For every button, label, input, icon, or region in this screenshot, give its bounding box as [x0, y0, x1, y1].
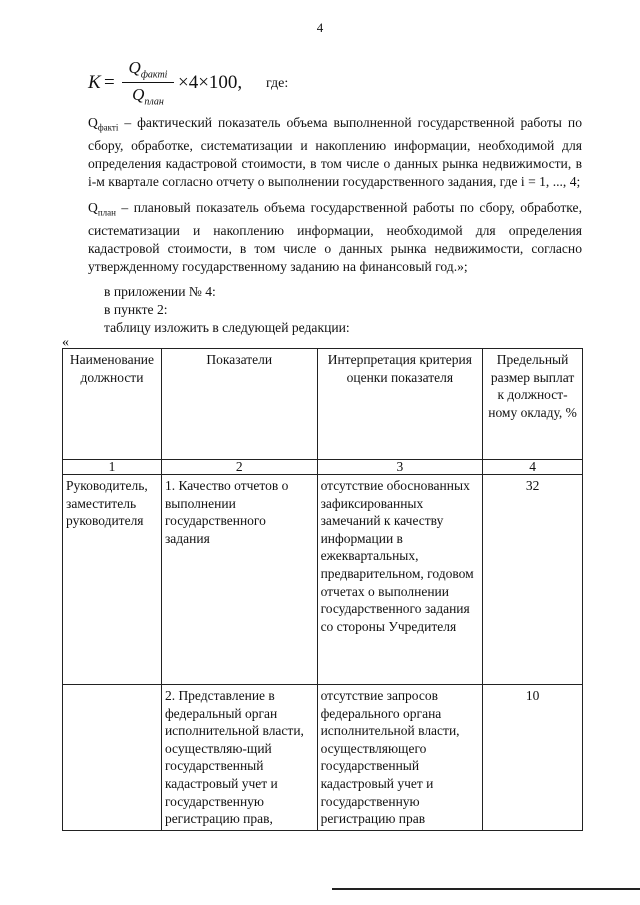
cell-criterion: отсутствие запросов федерального органа исполнительной власти, осуществляющего государственный кадастровый учет и государственную регистрацию прав [317, 685, 483, 831]
opening-quote: « [62, 335, 69, 350]
cell-limit: 32 [483, 475, 583, 685]
column-number: 1 [63, 460, 162, 475]
column-number: 4 [483, 460, 583, 475]
formula [88, 58, 348, 110]
payments-table [62, 348, 583, 831]
column-number: 3 [317, 460, 483, 475]
table-row [63, 475, 583, 685]
table-row [63, 685, 583, 831]
line-appendix: в приложении № 4: [104, 284, 216, 299]
line-item: в пункте 2: [104, 302, 168, 317]
line-table-intro: таблицу изложить в следующей редакции: [104, 320, 350, 335]
header-position: Наименование должности [63, 349, 162, 460]
page-number: 4 [316, 20, 324, 35]
formula-multiplier: ×4×100, [178, 72, 243, 93]
cell-limit: 10 [483, 685, 583, 831]
cell-position [63, 685, 162, 831]
header-limit: Предельный размер выплат к должност-ному окладу, % [483, 349, 583, 460]
table-column-numbers [63, 460, 583, 475]
header-indicators: Показатели [161, 349, 317, 460]
paragraph-q-plan: $Q_{план}$ – плановый показатель объема государственной работы по сбору, обработке, систематизации и накоплению информации, необходимой для определения кадастровой стоимости, в том числе о данных рынка недвижимости, согласно утвержденному государственному заданию на финансовый год.»; [88, 200, 582, 275]
formula-denominator: $Q_{план}$ [132, 85, 164, 108]
formula-equals: = [104, 72, 115, 93]
column-number: 2 [161, 460, 317, 475]
cell-indicator: 2. Представление в федеральный орган исполнительной власти, осуществляю-щий государственный кадастровый учет и государственную регистрацию прав, [161, 685, 317, 831]
header-criterion: Интерпретация критерия оценки показателя [317, 349, 483, 460]
formula-k: K [88, 72, 101, 93]
cell-criterion: отсутствие обоснованных зафиксированных замечаний к качеству информации в ежеквартальных, предварительном, годовом отчетах о выполнении государственного задания со стороны Учредителя [317, 475, 483, 685]
scan-edge-line [332, 888, 640, 890]
cell-position: Руководитель, заместитель руководителя [63, 475, 162, 685]
formula-fraction [122, 58, 174, 108]
formula-where: где: [266, 76, 289, 91]
fraction-bar [122, 82, 174, 83]
formula-numerator: $Q_{факті}$ [128, 58, 168, 81]
paragraph-q-fact: $Q_{факті}$ – фактический показатель объема выполненной государственной работы по сбору, обработке, систематизации и накоплению информации, необходимой для определения кадастровой стоимости, в том числе о данных рынка недвижимости, в i-м квартале согласно отчету о выполнении государственного задания, где i = 1, ..., 4; [88, 115, 582, 190]
cell-indicator: 1. Качество отчетов о выполнении государственного задания [161, 475, 317, 685]
table-header-row [63, 349, 583, 460]
